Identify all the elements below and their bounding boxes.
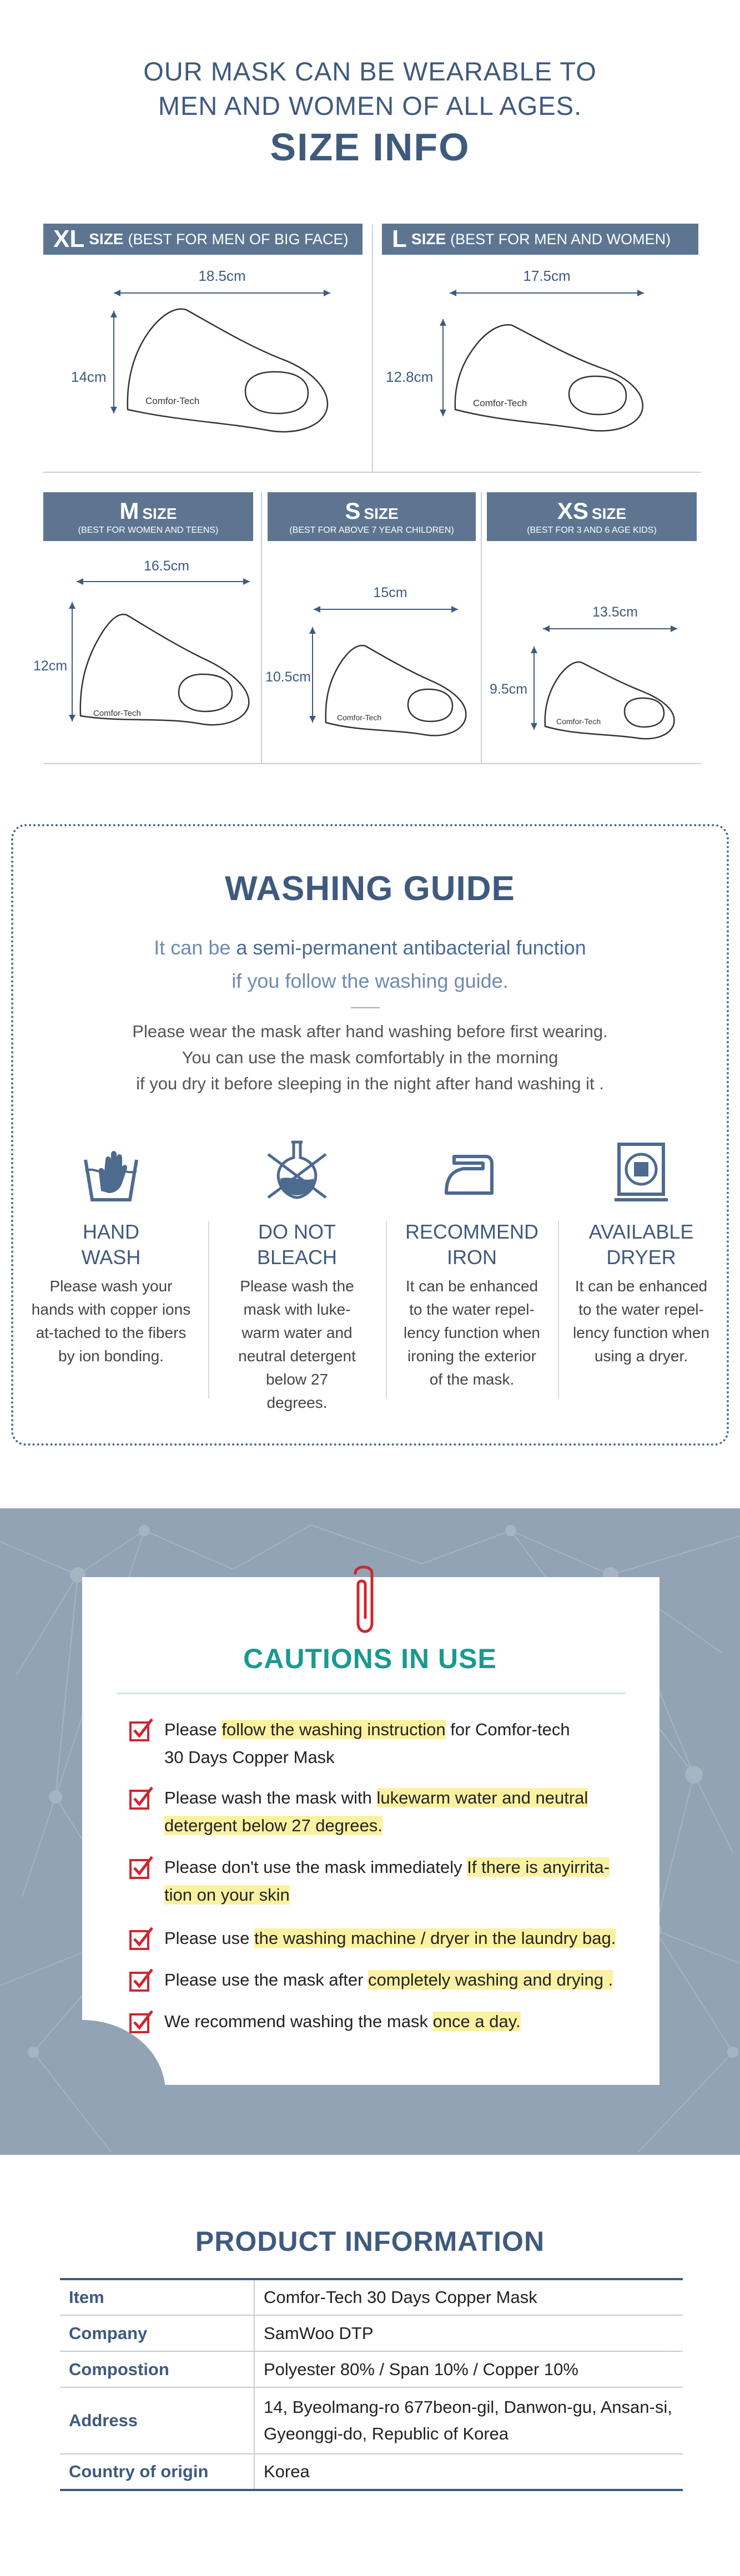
caution-text — [164, 1966, 613, 1994]
checkbox-checked-icon — [129, 1853, 154, 1879]
washing-guide-text — [0, 1018, 740, 1097]
divider — [261, 492, 262, 764]
intro-text — [0, 54, 740, 123]
size-word: SIZE — [364, 505, 399, 522]
row-value: Polyester 80% / Span 10% / Copper 10% — [254, 2351, 683, 2387]
divider — [43, 763, 701, 764]
table-row — [60, 2454, 683, 2490]
table-row — [60, 2279, 683, 2315]
size-note: (BEST FOR MEN AND WOMEN) — [450, 230, 671, 248]
washing-guide-subtitle — [0, 931, 740, 998]
mask-diagram-l — [383, 261, 694, 472]
caution-text — [164, 1925, 616, 1952]
caution-pre: Please use — [164, 1928, 254, 1948]
caution-text — [164, 1784, 588, 1840]
caution-highlight: If there is anyirrita- — [467, 1857, 610, 1877]
wash-item-label — [552, 1219, 730, 1270]
size-word: SIZE — [411, 230, 446, 248]
caution-item — [129, 1853, 617, 1909]
subtitle-strong: a semi-permanent antibacterial function — [236, 936, 586, 959]
caution-item — [129, 1716, 617, 1771]
wash-item-label — [208, 1219, 386, 1270]
wash-item-desc: It can be enhanced to the water repel-lency function when using a dryer. — [573, 1277, 709, 1365]
row-key: Item — [60, 2279, 254, 2315]
size-code: XL — [53, 225, 85, 252]
caution-line-2: 30 Days Copper Mask — [164, 1747, 335, 1767]
height-label: 9.5cm — [490, 681, 528, 697]
size-code: S — [345, 498, 361, 524]
row-key: Company — [60, 2315, 254, 2351]
caution-item — [129, 1925, 617, 1952]
row-key: Country of origin — [60, 2454, 254, 2490]
caution-pre: Please use the mask after — [164, 1970, 369, 1989]
wash-item-desc: Please wash the mask with luke-warm water and neutral detergent below 27 degrees. — [238, 1277, 356, 1411]
caution-highlight: once a day. — [432, 2012, 521, 2031]
brand-label: Comfor-Tech — [93, 709, 141, 718]
size-header-xs — [487, 492, 697, 541]
subtitle-pre: It can be — [154, 936, 236, 959]
height-label: 10.5cm — [265, 669, 311, 685]
label-line-1: HAND — [82, 1220, 139, 1243]
checkbox-checked-icon — [129, 2008, 154, 2033]
brand-label: Comfor-Tech — [556, 717, 601, 726]
caution-highlight: lukewarm water and neutral — [376, 1788, 588, 1807]
wash-item-desc: Please wash your hands with copper ions at-tached to the fibers by ion bonding. — [31, 1277, 191, 1365]
wash-item-iron — [383, 1138, 561, 1391]
size-header-xl — [43, 224, 363, 255]
brand-label: Comfor-Tech — [337, 713, 382, 722]
mask-diagram-s — [264, 577, 480, 744]
width-label: 17.5cm — [523, 267, 571, 284]
brand-label: Comfor-Tech — [473, 398, 527, 408]
table-row — [60, 2351, 683, 2387]
size-code: L — [392, 225, 407, 252]
row-key: Compostion — [60, 2351, 254, 2387]
cautions-title: CAUTIONS IN USE — [243, 1643, 497, 1674]
label-line-2: IRON — [447, 1246, 497, 1269]
wash-item-hand-wash — [22, 1138, 200, 1368]
checkbox-checked-icon — [129, 1784, 154, 1810]
size-header-line — [345, 498, 398, 524]
size-header-m — [43, 492, 253, 541]
size-info-title: SIZE INFO — [270, 125, 470, 169]
intro-line-2: MEN AND WOMEN OF ALL AGES. — [158, 91, 582, 120]
caution-text — [164, 1716, 570, 1771]
caution-post: for Comfor-tech — [445, 1720, 570, 1739]
size-code: XS — [557, 498, 588, 524]
mask-diagram-xl — [61, 261, 361, 472]
size-note: (BEST FOR ABOVE 7 YEAR CHILDREN) — [289, 526, 454, 535]
mask-diagram-m — [33, 549, 261, 738]
caution-highlight: follow the washing instruction — [222, 1720, 446, 1739]
divider — [117, 1693, 625, 1694]
caution-pre: Please wash the mask with — [164, 1788, 377, 1807]
no-bleach-icon — [264, 1138, 330, 1204]
label-line-1: DO NOT — [258, 1220, 336, 1243]
guide-line-2: You can use the mask comfortably in the morning — [182, 1048, 558, 1067]
width-label: 16.5cm — [144, 558, 189, 574]
brand-label: Comfor-Tech — [145, 396, 200, 406]
caution-pre: We recommend washing the mask — [164, 2012, 433, 2031]
caution-highlight-line-2: detergent below 27 degrees. — [164, 1816, 382, 1835]
size-code: M — [119, 498, 139, 524]
size-header-line — [557, 498, 626, 524]
size-header-l — [382, 224, 698, 255]
size-header-line — [119, 498, 177, 524]
caution-item — [129, 2008, 617, 2035]
caution-item — [129, 1784, 617, 1840]
width-label: 13.5cm — [592, 604, 638, 620]
height-label: 14cm — [71, 368, 107, 385]
subtitle-line-2: if you follow the washing guide. — [231, 969, 509, 992]
row-value: SamWoo DTP — [254, 2315, 683, 2351]
hand-wash-icon — [78, 1138, 144, 1204]
size-note: (BEST FOR WOMEN AND TEENS) — [78, 526, 219, 535]
mask-diagram-xs — [483, 597, 699, 741]
table-row — [60, 2315, 683, 2351]
height-label: 12cm — [33, 658, 68, 674]
label-line-1: RECOMMEND — [405, 1220, 538, 1243]
label-line-2: WASH — [81, 1246, 141, 1269]
dryer-icon — [608, 1138, 674, 1204]
row-key: Address — [60, 2387, 254, 2454]
washing-guide-title: WASHING GUIDE — [225, 870, 515, 908]
guide-line-3: if you dry it before sleeping in the night after hand washing it . — [136, 1074, 604, 1093]
wash-item-desc: It can be enhanced to the water repel-lency function when ironing the exterior of the mask. — [404, 1277, 540, 1388]
checkbox-checked-icon — [129, 1925, 154, 1950]
label-line-2: BLEACH — [256, 1246, 338, 1269]
caution-pre: Please — [164, 1720, 222, 1739]
checkbox-checked-icon — [129, 1966, 154, 1992]
guide-line-1: Please wear the mask after hand washing before first wearing. — [132, 1022, 608, 1041]
size-info-section — [0, 0, 740, 799]
size-header-s — [268, 492, 476, 541]
caution-text — [164, 1853, 610, 1909]
caution-item — [129, 1966, 617, 1994]
iron-icon — [439, 1138, 505, 1204]
width-label: 15cm — [373, 585, 407, 600]
table-row — [60, 2387, 683, 2454]
divider — [43, 472, 701, 473]
checkbox-checked-icon — [129, 1716, 154, 1741]
size-word: SIZE — [591, 505, 627, 522]
label-line-2: DRYER — [606, 1246, 676, 1269]
divider — [481, 492, 482, 764]
size-word: SIZE — [89, 230, 124, 248]
caution-highlight: the washing machine / dryer in the laundry bag. — [254, 1928, 616, 1948]
wash-item-label — [383, 1219, 561, 1270]
caution-text — [164, 2008, 521, 2035]
caution-highlight: completely washing and drying . — [368, 1970, 613, 1989]
width-label: 18.5cm — [198, 267, 246, 284]
label-line-1: AVAILABLE — [588, 1220, 694, 1243]
size-note: (BEST FOR 3 AND 6 AGE KIDS) — [527, 526, 657, 535]
row-value: Comfor-Tech 30 Days Copper Mask — [254, 2279, 683, 2315]
wash-item-dryer — [552, 1138, 730, 1368]
product-info-title: PRODUCT INFORMATION — [195, 2226, 545, 2257]
divider — [351, 1007, 380, 1008]
size-note: (BEST FOR MEN OF BIG FACE) — [128, 230, 349, 248]
subtitle-line-1 — [0, 931, 740, 964]
intro-line-1: OUR MASK CAN BE WEARABLE TO — [143, 57, 597, 86]
caution-pre: Please don't use the mask immediately — [164, 1857, 467, 1877]
product-info-table — [60, 2278, 683, 2491]
row-value: 14, Byeolmang-ro 677beon-gil, Danwon-gu, Ansan-si, Gyeonggi-do, Republic of Korea — [254, 2387, 683, 2454]
caution-highlight-line-2: tion on your skin — [164, 1885, 290, 1905]
row-value: Korea — [254, 2454, 683, 2490]
divider — [372, 225, 373, 472]
wash-item-label — [22, 1219, 200, 1270]
wash-item-no-bleach — [208, 1138, 386, 1415]
size-word: SIZE — [142, 505, 177, 522]
height-label: 12.8cm — [386, 368, 434, 385]
paperclip-icon — [344, 1562, 383, 1645]
